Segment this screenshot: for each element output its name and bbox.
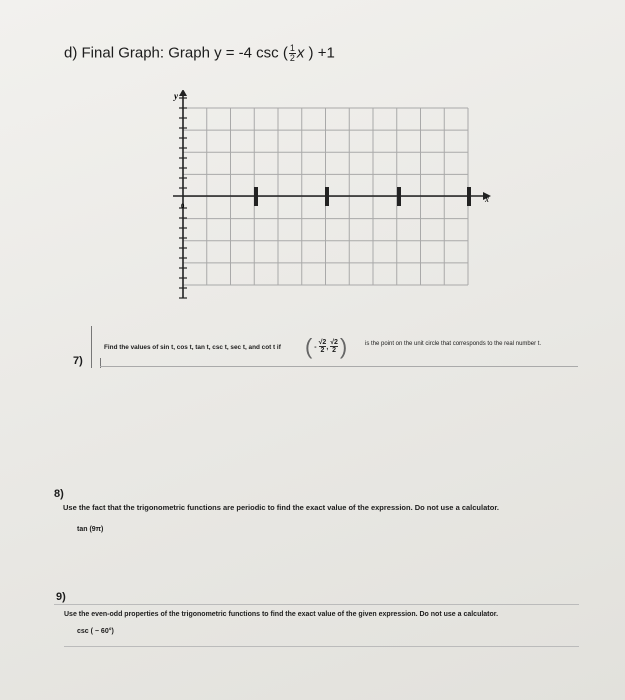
- y-axis-arrow-icon: [179, 90, 187, 96]
- part-d-title: Final Graph: Graph y = -4 csc: [81, 44, 279, 62]
- x-tick-mark: [254, 187, 258, 206]
- part-d-tail: ) +1: [308, 44, 335, 62]
- y-axis-label: y: [174, 91, 178, 101]
- q9-expression: csc ( − 60°): [77, 628, 114, 635]
- q7-prompt: Find the values of sin t, cos t, tan t, csc t, sec t, and cot t if: [104, 344, 281, 351]
- x-tick-mark: [325, 187, 329, 206]
- point-sign: -: [314, 343, 317, 351]
- q7-number: 7): [73, 355, 83, 367]
- q9-prompt: Use the even-odd properties of the trigonometric functions to find the exact value of the given expression. Do not use a calculator.: [64, 611, 499, 618]
- one-half-fraction: $\frac{1}{2}$: [289, 43, 295, 63]
- part-d-heading: [64, 44, 335, 63]
- q9-number: 9): [56, 591, 66, 603]
- open-paren: (: [282, 44, 288, 62]
- x-tick-mark: [467, 187, 471, 206]
- unit-circle-point: ( - $\frac{√2}{2}$, $\frac{√2}{2}$ ): [305, 334, 348, 359]
- q9-answer-line: [64, 646, 579, 647]
- x-axis-label: x: [485, 194, 489, 204]
- part-d-label: d): [64, 44, 78, 62]
- point-y: $\frac{√2}{2}$: [330, 339, 338, 354]
- q8-prompt: Use the fact that the trigonometric functions are periodic to find the exact value of the expression. Do not use a calculator.: [63, 503, 499, 512]
- origin-label: 0: [181, 204, 185, 210]
- q8-number: 8): [54, 488, 64, 500]
- x-variable: x: [296, 44, 305, 62]
- q8-expression: tan (9π): [77, 526, 104, 533]
- x-tick-mark: [397, 187, 401, 206]
- q7-prompt-end: is the point on the unit circle that corresponds to the real number t.: [365, 341, 542, 347]
- point-x: $\frac{√2}{2}$: [318, 339, 327, 354]
- q7-answer-line: [100, 366, 578, 367]
- q9-top-rule: [54, 604, 579, 605]
- coordinate-grid[interactable]: [168, 90, 498, 305]
- q7-left-border: [91, 326, 92, 368]
